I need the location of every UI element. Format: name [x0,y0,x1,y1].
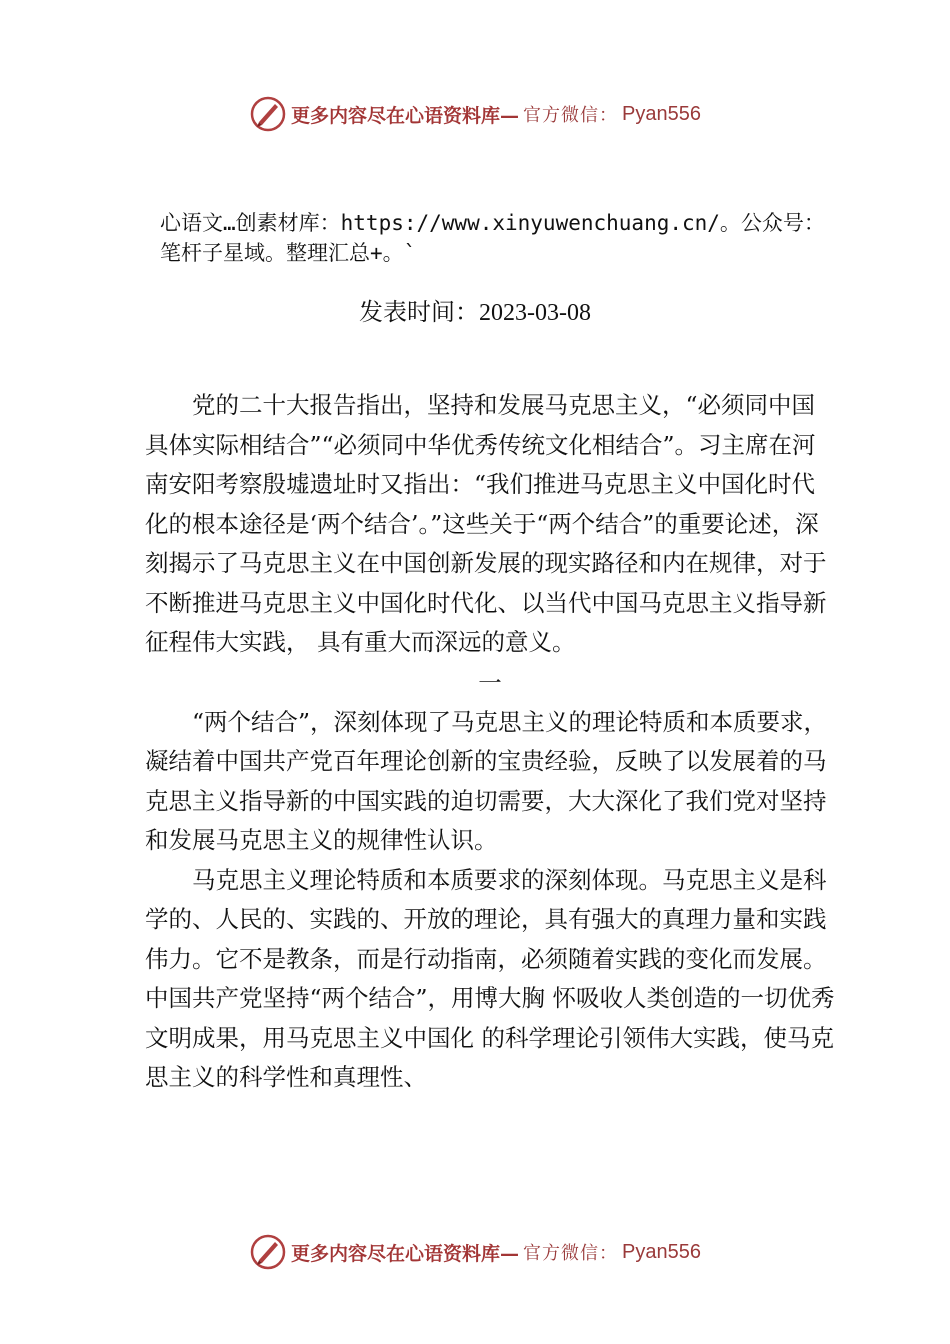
source-line: 心语文…创素材库：https://www.xinyuwenchuang.cn/。公众号：笔杆子星域。整理汇总+。` [160,211,825,265]
section-heading: 一 [478,668,502,697]
paragraph-3: 马克思主义理论特质和本质要求的深刻体现。马克思主义是科学的、人民的、实践的、开放的理论，具有强大的真理力量和实践伟力。它不是教条，而是行动指南，必须随着实践的变化而发展。中国共产党坚持“两个结合”，用博大胸 怀吸收人类创造的一切优秀文明成果，用马克思主义中国化 的科学理论引领伟大实践，使马克思主义的科学性和真理性、 [145,865,835,1091]
pen-logo-icon [249,1233,287,1271]
paragraph-2: “两个结合”，深刻体现了马克思主义的理论特质和本质要求，凝结着中国共产党百年理论创新的宝贵经验，反映了以发展着的马克思主义指导新的中国实践的迫切需要，大大深化了我们党对坚持和发展马克思主义的规律性认识。 [145,707,828,854]
banner-text: 更多内容尽在心语资料库— [291,1242,520,1265]
wechat-id: Pyan556 [622,102,701,125]
article-body [145,386,835,1098]
footer-banner [0,1232,950,1272]
paragraph-1: 党的二十大报告指出，坚持和发展马克思主义，“必须同中国具体实际相结合”“必须同中华优秀传统文化相结合”。习主席在河南安阳考察殷墟遗址时又指出：“我们推进马克思主义中国化时代化的根本途径是‘两个结合’。”这些关于“两个结合”的重要论述，深刻揭示了马克思主义在中国创新发展的现实路径和内在规律，对于不断推进马克思主义中国化时代化、以当代中国马克思主义指导新征程伟大实践， 具有重大而深远的意义。 [145,391,827,656]
wechat-id: Pyan556 [622,1240,701,1263]
pen-logo-icon [249,95,287,133]
wechat-label: 官方微信： [523,105,619,126]
header-banner [0,94,950,134]
wechat-label: 官方微信： [523,1243,619,1264]
publish-date: 发表时间：2023-03-08 [359,300,591,326]
banner-text: 更多内容尽在心语资料库— [291,104,520,127]
